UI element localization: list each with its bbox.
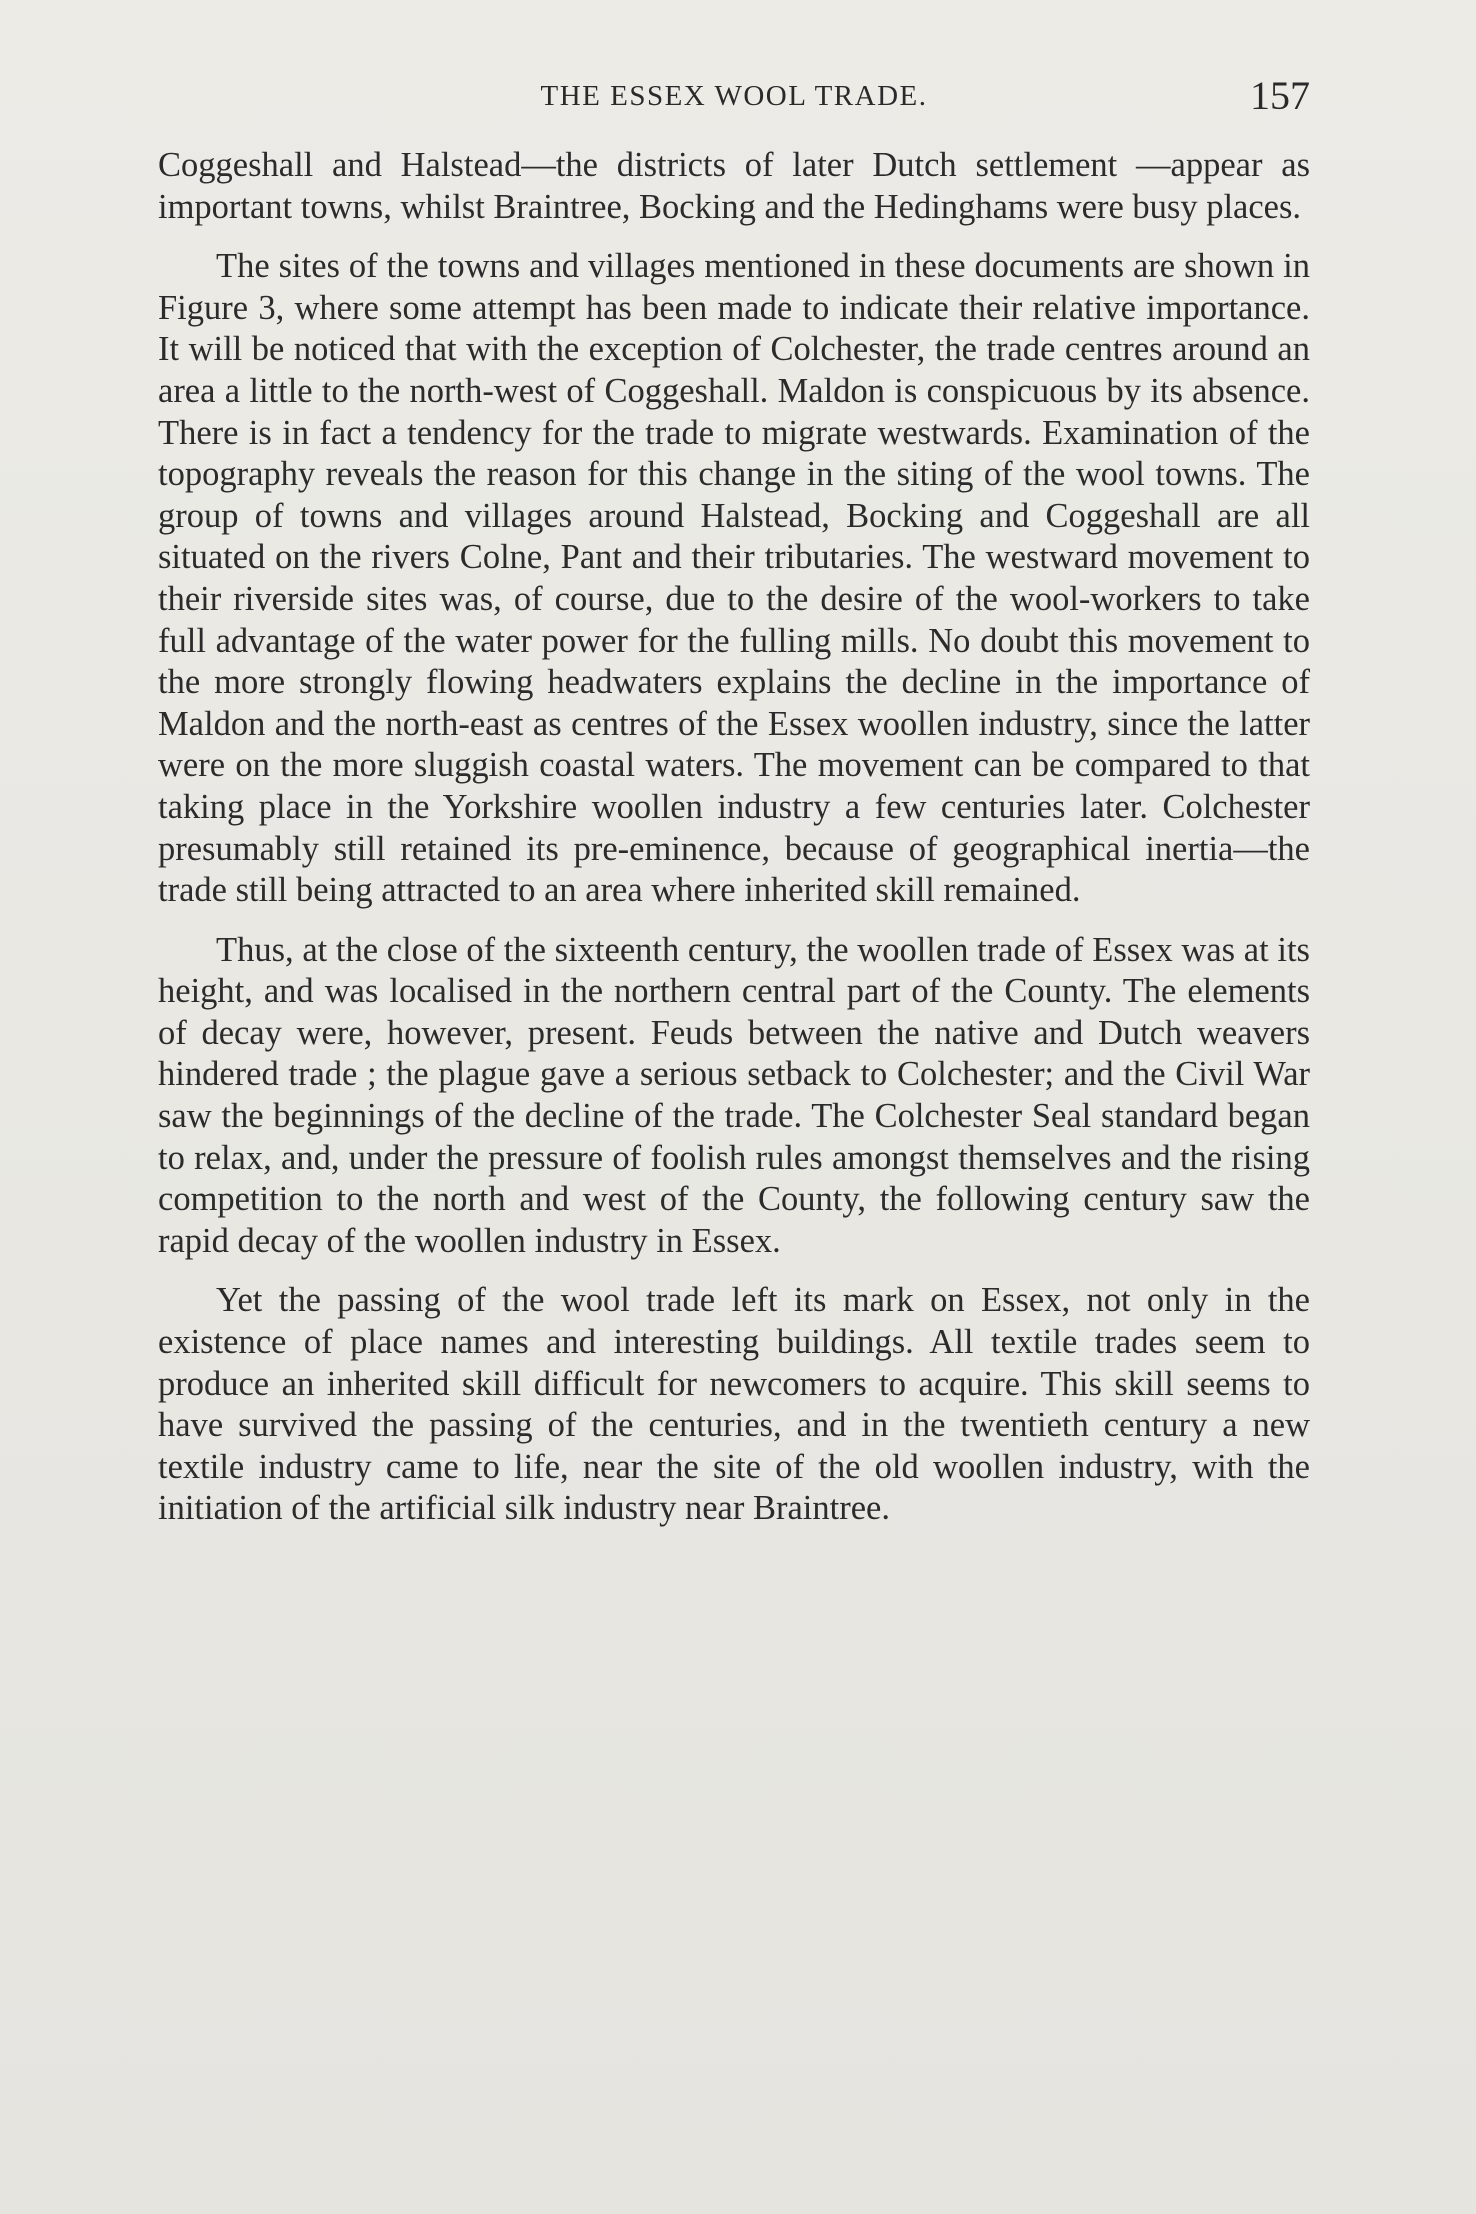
body-text [158, 145, 1310, 1530]
running-title: THE ESSEX WOOL TRADE. [540, 80, 928, 112]
page-number: 157 [1250, 73, 1310, 118]
paragraph: Thus, at the close of the sixteenth century, the woollen trade of Essex was at its height, and was localised in the northern central part of the County. The elements of decay were, however, present. Feuds between the native and Dutch weavers hindered trade ; the plague gave a serious setback to Colchester; and the Civil War saw the beginnings of the decline of the trade. The Colchester Seal standard began to relax, and, under the pressure of foolish rules amongst themselves and the rising competition to the north and west of the County, the following century saw the rapid decay of the woollen industry in Essex. [158, 930, 1310, 1260]
paragraph: The sites of the towns and villages mentioned in these documents are shown in Figure 3, where some attempt has been made to indicate their relative importance. It will be noticed that with the exception of Colchester, the trade centres around an area a little to the north-west of Coggeshall. Maldon is conspicuous by its absence. There is in fact a tendency for the trade to migrate westwards. Examination of the topography reveals the reason for this change in the siting of the wool towns. The group of towns and villages around Halstead, Bocking and Coggeshall are all situated on the rivers Colne, Pant and their tributaries. The westward movement to their riverside sites was, of course, due to the desire of the wool-workers to take full advantage of the water power for the fulling mills. No doubt this movement to the more strongly flowing headwaters explains the decline in the importance of Maldon and the north-east as centres of the Essex woollen industry, since the latter were on the more sluggish coastal waters. The movement can be compared to that taking place in the Yorkshire woollen industry a few centuries later. Colchester presumably still retained its pre-eminence, because of geographical inertia—the trade still being attracted to an area where inherited skill remained. [158, 247, 1310, 910]
page-header [158, 72, 1310, 122]
paragraph: Yet the passing of the wool trade left its mark on Essex, not only in the existence of place names and interesting buildings. All textile trades seem to produce an inherited skill difficult for newcomers to acquire. This skill seems to have survived the passing of the centuries, and in the twentieth century a new textile industry came to life, near the site of the old woollen industry, with the initiation of the artificial silk industry near Braintree. [158, 1281, 1310, 1528]
paragraph: Coggeshall and Halstead—the districts of later Dutch settlement —appear as important towns, whilst Braintree, Bocking and the Hedinghams were busy places. [158, 146, 1310, 226]
